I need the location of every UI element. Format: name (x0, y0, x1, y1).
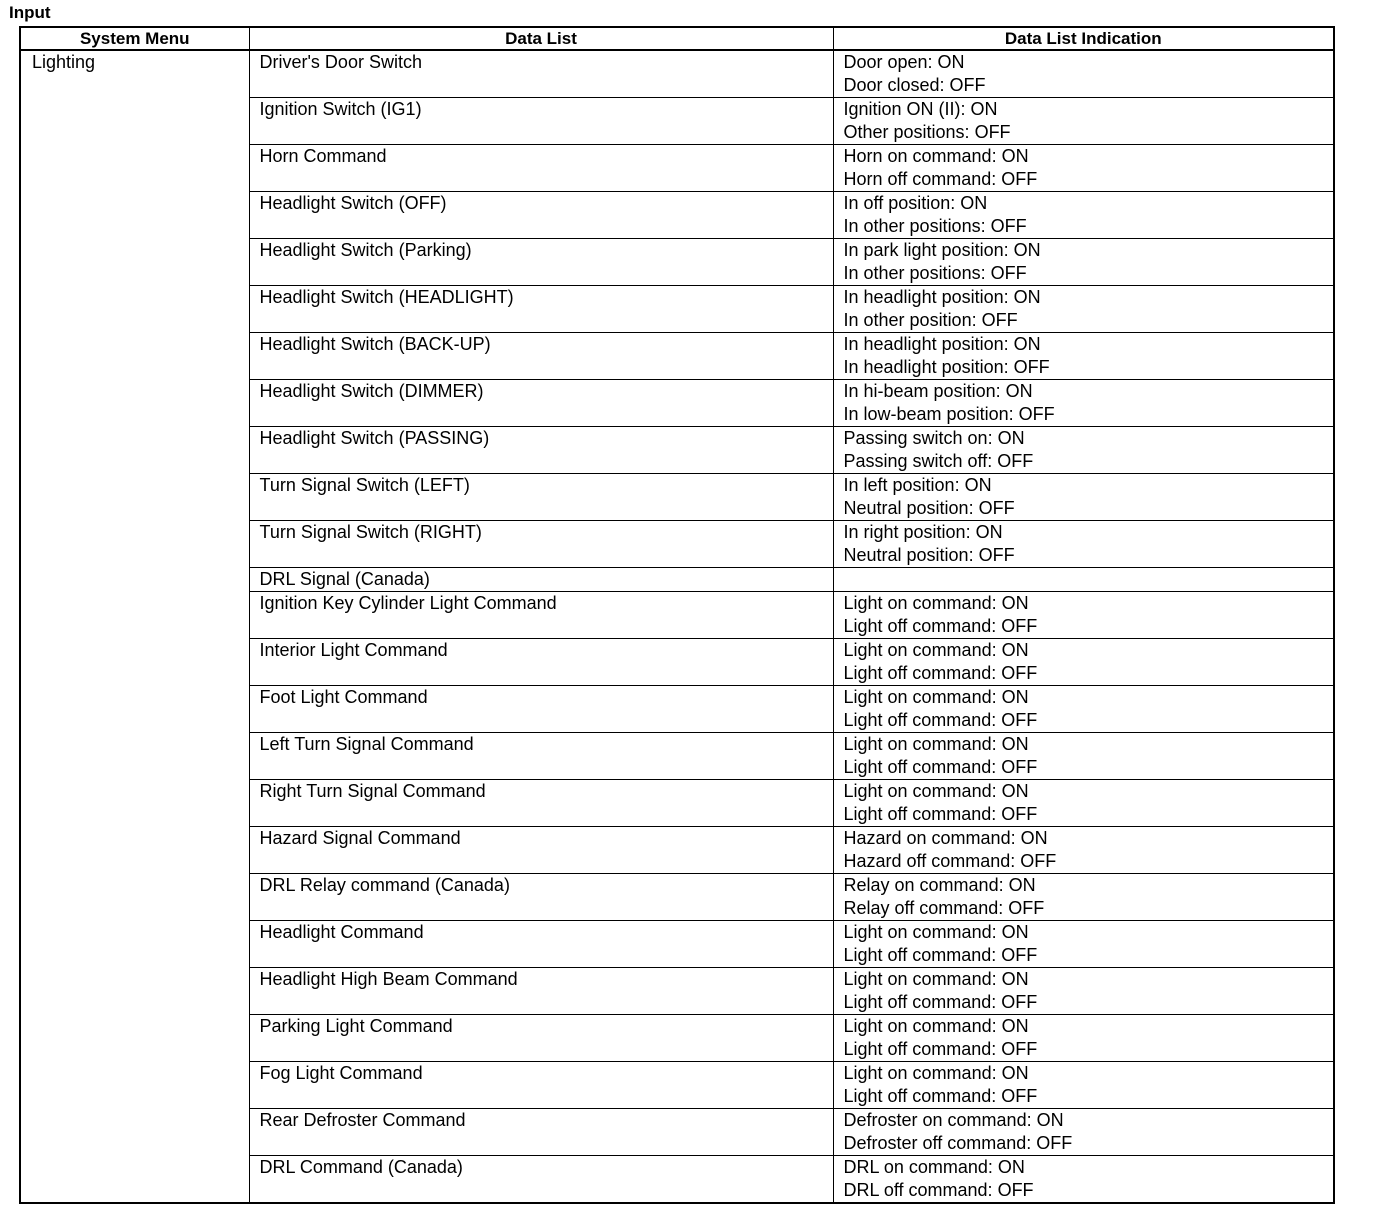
data-list-item: Ignition Key Cylinder Light Command (249, 592, 833, 639)
indication-cell (833, 380, 1334, 427)
data-list-item: Turn Signal Switch (RIGHT) (249, 521, 833, 568)
indication-off: Relay off command: OFF (843, 898, 1045, 918)
data-list-item: Foot Light Command (249, 686, 833, 733)
indication-off: Neutral position: OFF (843, 545, 1015, 565)
indication-cell (833, 427, 1334, 474)
data-list-item: Headlight Command (249, 921, 833, 968)
indication-cell (833, 921, 1334, 968)
indication-on: Light on command: ON (843, 969, 1029, 989)
indication-off: Horn off command: OFF (843, 169, 1038, 189)
indication-on: Passing switch on: ON (843, 428, 1025, 448)
indication-off: Light off command: OFF (843, 1039, 1038, 1059)
table-row (20, 50, 1334, 98)
system-menu-cell: Lighting (20, 50, 249, 1203)
indication-on: Hazard on command: ON (843, 828, 1048, 848)
indication-cell (833, 1156, 1334, 1204)
lighting-data-table (19, 26, 1335, 1204)
indication-on: Door open: ON (843, 52, 965, 72)
indication-on: In right position: ON (843, 522, 1003, 542)
indication-cell (833, 874, 1334, 921)
data-list-item: Ignition Switch (IG1) (249, 98, 833, 145)
indication-cell (833, 827, 1334, 874)
indication-off: In other position: OFF (843, 310, 1018, 330)
indication-on: In off position: ON (843, 193, 988, 213)
indication-cell (833, 1109, 1334, 1156)
header-system-menu: System Menu (20, 27, 249, 50)
indication-off: Light off command: OFF (843, 945, 1038, 965)
data-list-item: Headlight Switch (OFF) (249, 192, 833, 239)
indication-cell (833, 592, 1334, 639)
indication-cell (833, 521, 1334, 568)
indication-on: Ignition ON (II): ON (843, 99, 998, 119)
indication-cell-empty (833, 568, 1334, 592)
indication-cell (833, 333, 1334, 380)
indication-cell (833, 686, 1334, 733)
indication-cell (833, 1015, 1334, 1062)
indication-cell (833, 639, 1334, 686)
indication-cell (833, 1062, 1334, 1109)
data-list-item: Horn Command (249, 145, 833, 192)
indication-off: DRL off command: OFF (843, 1180, 1034, 1200)
indication-off: Light off command: OFF (843, 992, 1038, 1012)
indication-on: In left position: ON (843, 475, 992, 495)
table-header-row (20, 27, 1334, 50)
data-list-item: Turn Signal Switch (LEFT) (249, 474, 833, 521)
indication-on: Light on command: ON (843, 922, 1029, 942)
indication-on: Light on command: ON (843, 1063, 1029, 1083)
data-list-item: Headlight Switch (HEADLIGHT) (249, 286, 833, 333)
indication-off: Light off command: OFF (843, 757, 1038, 777)
data-list-item: DRL Signal (Canada) (249, 568, 833, 592)
indication-off: Other positions: OFF (843, 122, 1011, 142)
indication-off: In other positions: OFF (843, 263, 1027, 283)
data-list-item: Parking Light Command (249, 1015, 833, 1062)
indication-on: Light on command: ON (843, 1016, 1029, 1036)
data-list-item: Headlight High Beam Command (249, 968, 833, 1015)
indication-off: Defroster off command: OFF (843, 1133, 1073, 1153)
data-list-item: Driver's Door Switch (249, 50, 833, 98)
indication-cell (833, 50, 1334, 98)
indication-off: Neutral position: OFF (843, 498, 1015, 518)
indication-cell (833, 474, 1334, 521)
indication-off: Light off command: OFF (843, 616, 1038, 636)
indication-cell (833, 780, 1334, 827)
indication-cell (833, 286, 1334, 333)
data-list-item: Fog Light Command (249, 1062, 833, 1109)
indication-on: Defroster on command: ON (843, 1110, 1064, 1130)
indication-off: Door closed: OFF (843, 75, 986, 95)
data-list-item: DRL Command (Canada) (249, 1156, 833, 1204)
data-list-item: DRL Relay command (Canada) (249, 874, 833, 921)
indication-cell (833, 145, 1334, 192)
section-title: Input (9, 3, 51, 22)
indication-on: Light on command: ON (843, 687, 1029, 707)
data-list-item: Rear Defroster Command (249, 1109, 833, 1156)
indication-on: In headlight position: ON (843, 334, 1041, 354)
indication-on: Light on command: ON (843, 640, 1029, 660)
indication-off: Light off command: OFF (843, 1086, 1038, 1106)
indication-cell (833, 98, 1334, 145)
indication-on: Horn on command: ON (843, 146, 1029, 166)
indication-on: Light on command: ON (843, 734, 1029, 754)
indication-off: Light off command: OFF (843, 804, 1038, 824)
indication-on: In hi-beam position: ON (843, 381, 1033, 401)
header-data-list-indication: Data List Indication (833, 27, 1334, 50)
data-list-item: Headlight Switch (PASSING) (249, 427, 833, 474)
indication-cell (833, 239, 1334, 286)
data-list-item: Hazard Signal Command (249, 827, 833, 874)
indication-off: Passing switch off: OFF (843, 451, 1034, 471)
indication-cell (833, 733, 1334, 780)
indication-cell (833, 192, 1334, 239)
data-list-item: Headlight Switch (BACK-UP) (249, 333, 833, 380)
indication-cell (833, 968, 1334, 1015)
data-list-item: Interior Light Command (249, 639, 833, 686)
indication-on: Light on command: ON (843, 781, 1029, 801)
indication-off: Light off command: OFF (843, 710, 1038, 730)
indication-on: Relay on command: ON (843, 875, 1036, 895)
indication-on: DRL on command: ON (843, 1157, 1025, 1177)
indication-off: Light off command: OFF (843, 663, 1038, 683)
indication-off: In low-beam position: OFF (843, 404, 1055, 424)
data-list-item: Right Turn Signal Command (249, 780, 833, 827)
indication-off: In headlight position: OFF (843, 357, 1050, 377)
table-body (20, 50, 1334, 1203)
indication-off: In other positions: OFF (843, 216, 1027, 236)
data-list-item: Headlight Switch (DIMMER) (249, 380, 833, 427)
indication-on: In headlight position: ON (843, 287, 1041, 307)
data-list-item: Headlight Switch (Parking) (249, 239, 833, 286)
header-data-list: Data List (249, 27, 833, 50)
data-list-item: Left Turn Signal Command (249, 733, 833, 780)
indication-off: Hazard off command: OFF (843, 851, 1057, 871)
indication-on: Light on command: ON (843, 593, 1029, 613)
indication-on: In park light position: ON (843, 240, 1041, 260)
